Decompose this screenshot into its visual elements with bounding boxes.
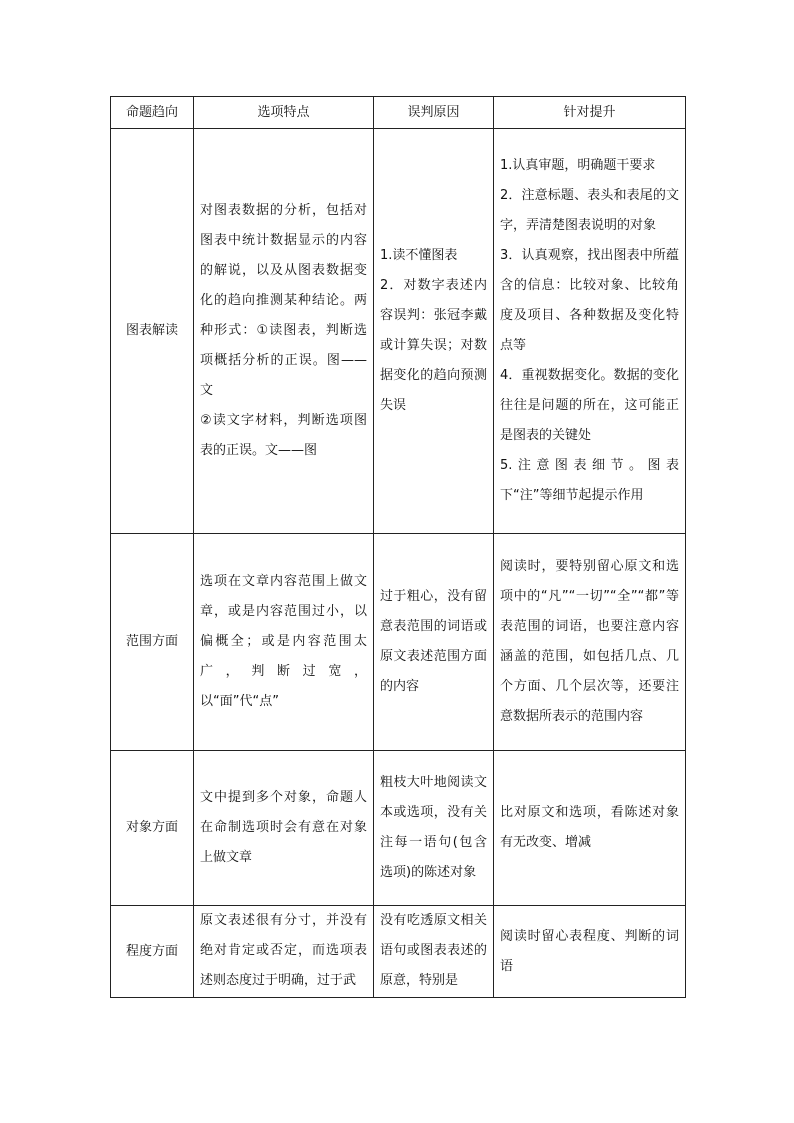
- features-text: 原文表述很有分寸，并没有绝对肯定或否定，而选项表述则态度过于明确，过于武: [200, 913, 367, 988]
- features-text: ②读文字材料，判断选项图表的正误。文——图: [200, 413, 367, 458]
- improve-cell: [494, 906, 686, 998]
- reasons-text: 没有吃透原文相关语句或图表表述的原意，特别是: [380, 913, 487, 988]
- reasons-cell: [374, 751, 494, 906]
- header-improve: 针对提升: [494, 97, 686, 129]
- features-text: 选项在文章内容范围上做文章，或是内容范围过小，以偏概全；或是内容范围太广，判断过宽，以“面”代“点”: [200, 574, 367, 709]
- features-cell: [194, 906, 374, 998]
- table-row: [111, 534, 686, 751]
- improve-text: 1.认真审题，明确题干要求: [500, 158, 656, 173]
- table-row: [111, 129, 686, 534]
- improve-text: 比对原文和选项，看陈述对象有无改变、增减: [500, 805, 679, 850]
- category-cell: 图表解读: [111, 129, 194, 534]
- improve-cell: [494, 129, 686, 534]
- header-reasons: 误判原因: [374, 97, 494, 129]
- header-row: [111, 97, 686, 129]
- reasons-text: 2．对数字表述内容误判：张冠李戴或计算失误；对数据变化的趋向预测失误: [380, 278, 487, 413]
- header-trend: 命题趋向: [111, 97, 194, 129]
- table-row: [111, 751, 686, 906]
- features-text: 对图表数据的分析，包括对图表中统计数据显示的内容的解说，以及从图表数据变化的趋向推测某种结论。两种形式：①读图表，判断选项概括分析的正误。图——文: [200, 203, 367, 398]
- improve-text: 4．重视数据变化。数据的变化往往是问题的所在，这可能正是图表的关键处: [500, 368, 679, 443]
- reasons-cell: [374, 129, 494, 534]
- features-text: 文中提到多个对象，命题人在命制选项时会有意在对象上做文章: [200, 790, 367, 865]
- features-cell: [194, 534, 374, 751]
- reasons-cell: [374, 534, 494, 751]
- category-cell: 程度方面: [111, 906, 194, 998]
- reasons-text: 粗枝大叶地阅读文本或选项，没有关注每一语句(包含选项)的陈述对象: [380, 775, 487, 880]
- improve-text: 阅读时，要特别留心原文和选项中的“凡”“一切”“全”“都”等表范围的词语，也要注意内容涵盖的范围，如包括几点、几个方面、几个层次等，还要注意数据所表示的范围内容: [500, 559, 679, 724]
- improve-text: 2．注意标题、表头和表尾的文字，弄清楚图表说明的对象: [500, 188, 679, 233]
- reasons-text: 过于粗心，没有留意表范围的词语或原文表述范围方面的内容: [380, 589, 487, 694]
- table-row: [111, 906, 686, 998]
- category-cell: 范围方面: [111, 534, 194, 751]
- header-features: 选项特点: [194, 97, 374, 129]
- category-cell: 对象方面: [111, 751, 194, 906]
- reasons-cell: [374, 906, 494, 998]
- features-cell: [194, 129, 374, 534]
- improve-text: 3．认真观察，找出图表中所蕴含的信息：比较对象、比较角度及项目、各种数据及变化特点等: [500, 248, 679, 353]
- improve-text: 阅读时留心表程度、判断的词语: [500, 928, 679, 974]
- improve-cell: [494, 751, 686, 906]
- features-cell: [194, 751, 374, 906]
- improve-cell: [494, 534, 686, 751]
- improve-text: 5.注意图表细节。图表下“注”等细节起提示作用: [500, 458, 679, 503]
- analysis-table: [110, 96, 686, 998]
- reasons-text: 1.读不懂图表: [380, 248, 458, 263]
